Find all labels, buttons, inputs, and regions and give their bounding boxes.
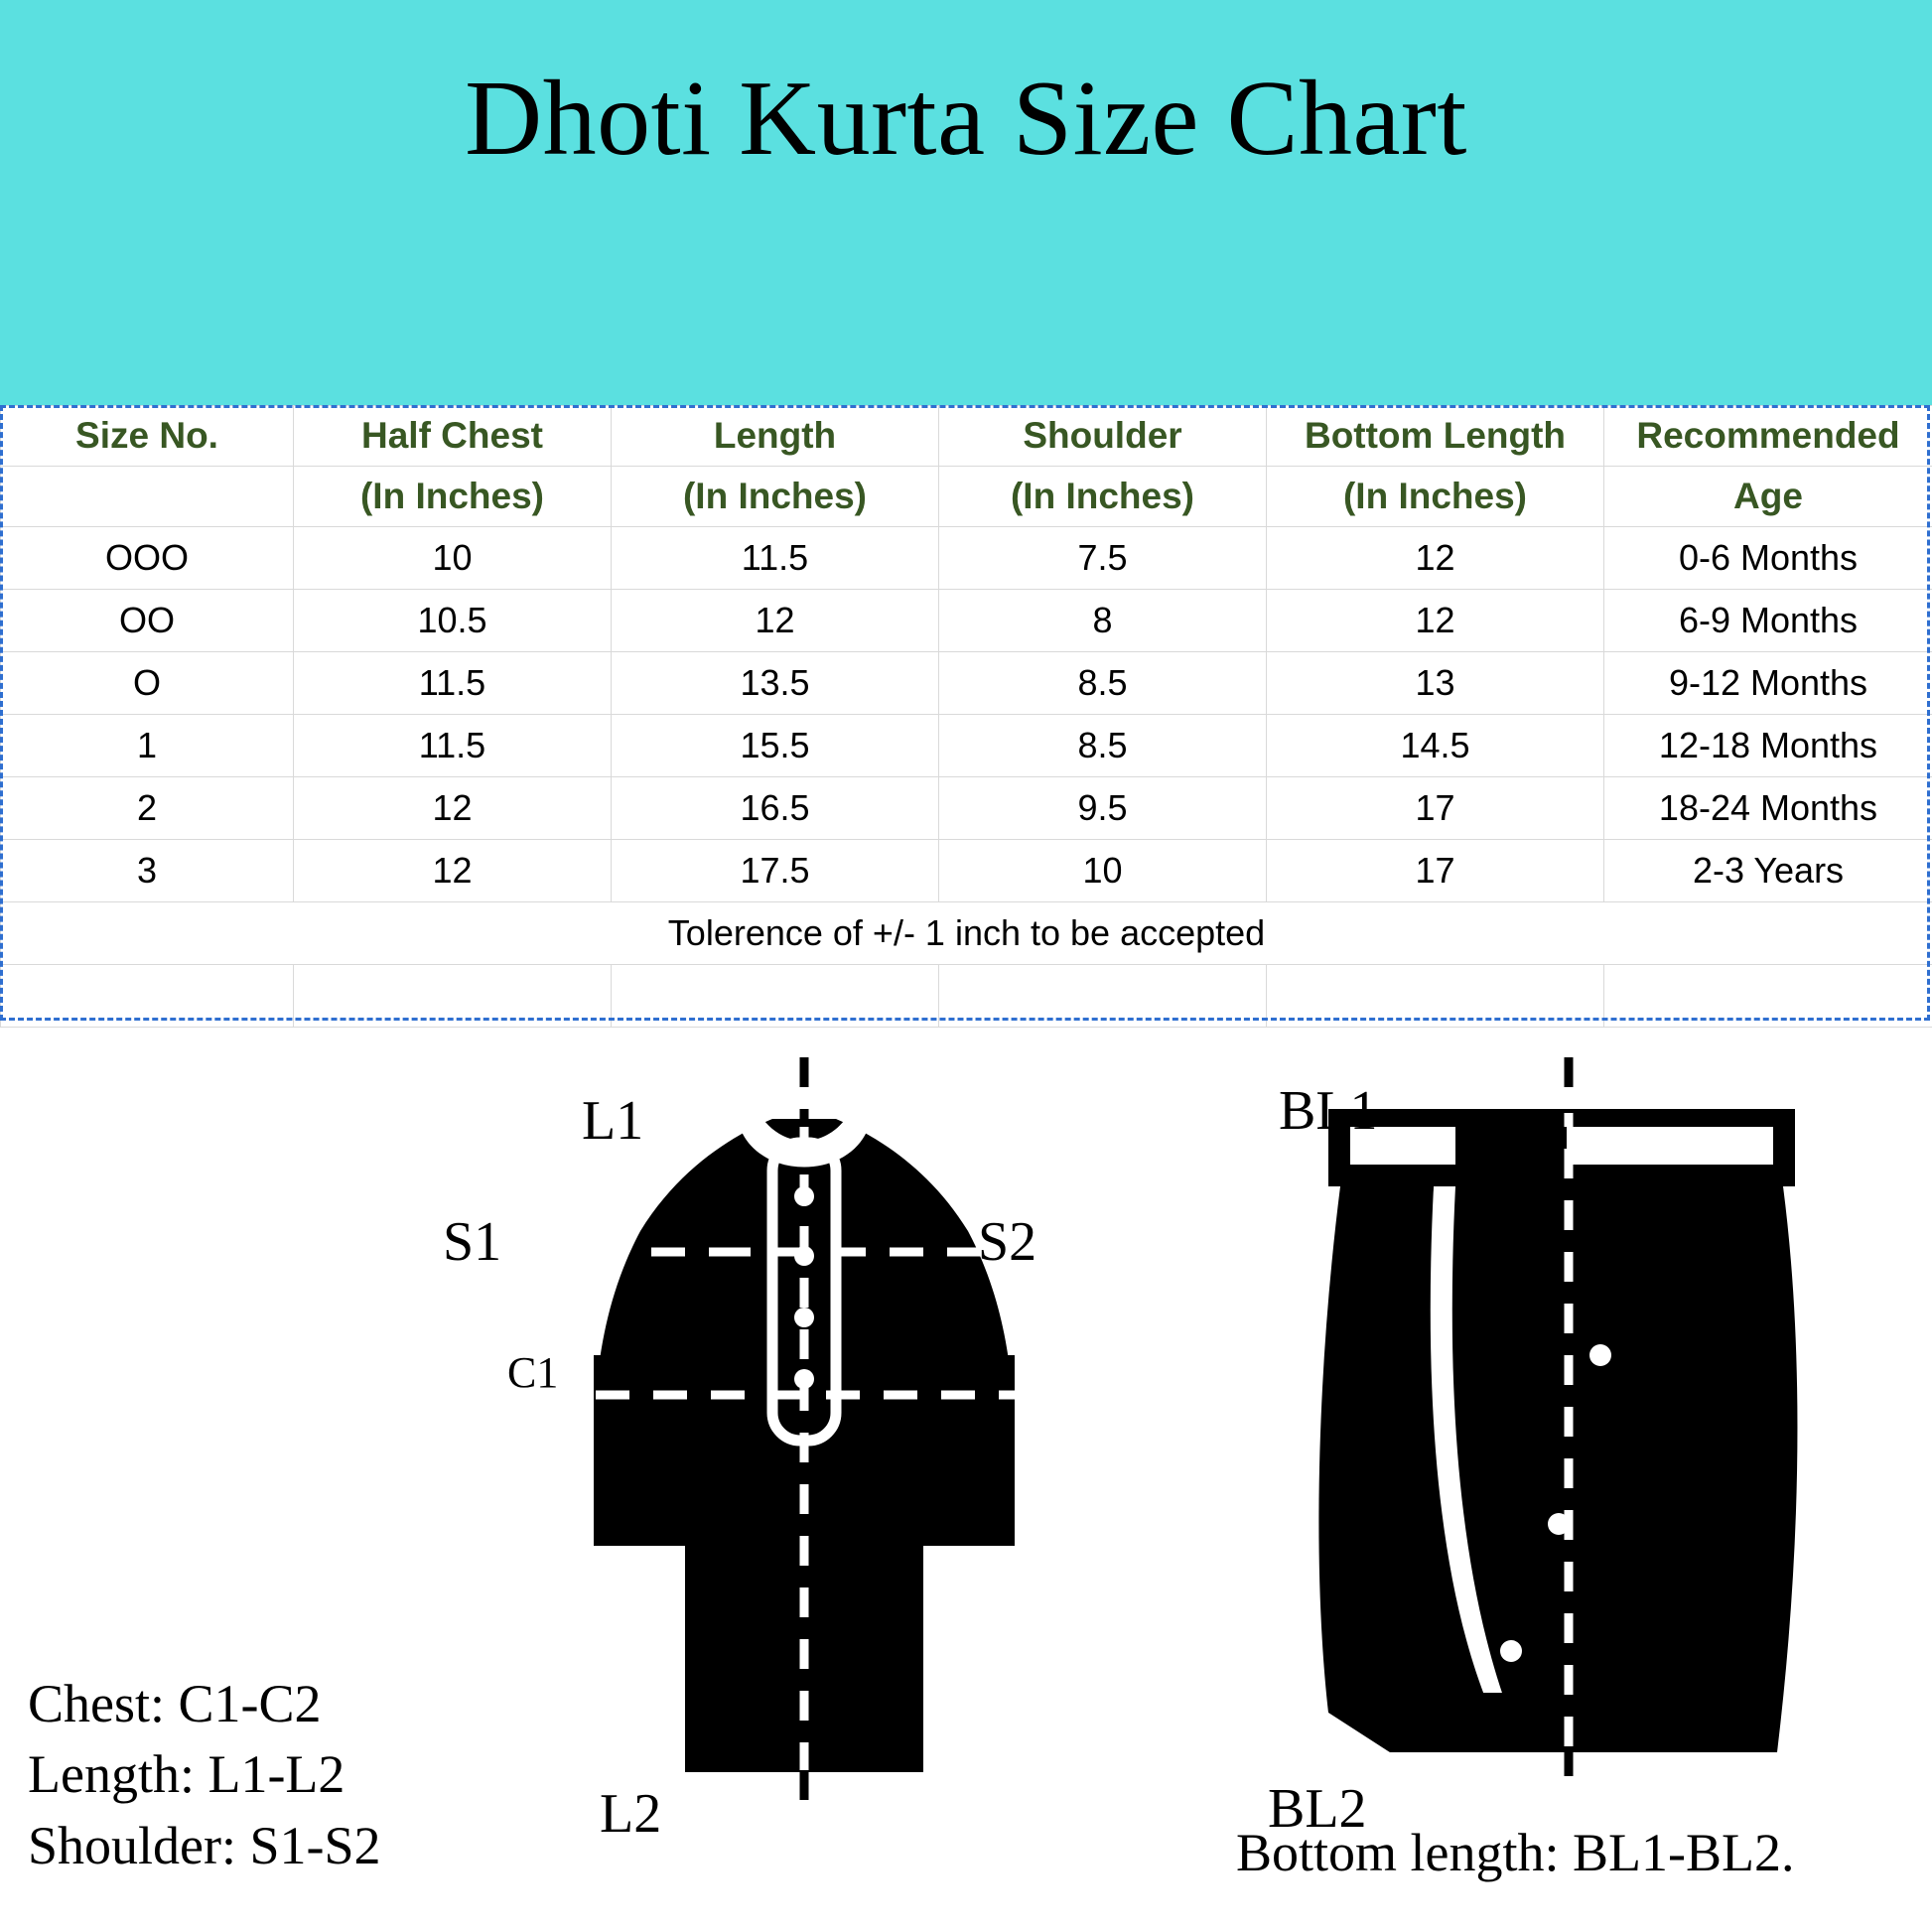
cell-recommended-age: 2-3 Years: [1604, 840, 1932, 902]
legend-chest: Chest: C1-C2: [28, 1674, 322, 1734]
table-row: [1, 527, 1932, 590]
spacer-cell: [294, 965, 612, 1028]
label-kurta-l2: L2: [600, 1783, 662, 1845]
cell-recommended-age: 6-9 Months: [1604, 590, 1932, 652]
legend-shoulder: Shoulder: S1-S2: [28, 1815, 381, 1875]
measurement-diagrams: [0, 1028, 1932, 1891]
dhoti-diagram-icon: [1221, 1057, 1916, 1812]
cell-recommended-age: 9-12 Months: [1604, 652, 1932, 715]
cell-bottom-length: 12: [1267, 590, 1604, 652]
cell-bottom-length: 17: [1267, 777, 1604, 840]
label-kurta-c2: C2: [907, 1348, 959, 1397]
label-dhoti-bl2: BL2: [1268, 1778, 1367, 1840]
column-header-size-no: Size No.: [1, 406, 294, 467]
legend-length: Length: L1-L2: [28, 1744, 345, 1805]
cell-size-no: 2: [1, 777, 294, 840]
cell-half-chest: 12: [294, 777, 612, 840]
table-row: [1, 652, 1932, 715]
column-unit-recommended-age: Age: [1604, 467, 1932, 527]
cell-bottom-length: 13: [1267, 652, 1604, 715]
table-row: [1, 777, 1932, 840]
table-header-row-units: [1, 467, 1932, 527]
cell-size-no: OOO: [1, 527, 294, 590]
column-header-half-chest: Half Chest: [294, 406, 612, 467]
size-chart-table: [0, 405, 1932, 1028]
cell-size-no: 3: [1, 840, 294, 902]
cell-half-chest: 10.5: [294, 590, 612, 652]
cell-bottom-length: 12: [1267, 527, 1604, 590]
cell-shoulder: 8.5: [939, 715, 1267, 777]
label-kurta-l1: L1: [582, 1090, 644, 1152]
spacer-cell: [1604, 965, 1932, 1028]
label-kurta-s1: S1: [443, 1211, 502, 1273]
tolerance-note: Tolerence of +/- 1 inch to be accepted: [1, 902, 1932, 965]
tolerance-row: [1, 902, 1932, 965]
cell-length: 16.5: [612, 777, 939, 840]
label-kurta-c1: C1: [507, 1348, 559, 1397]
cell-recommended-age: 12-18 Months: [1604, 715, 1932, 777]
cell-half-chest: 11.5: [294, 715, 612, 777]
cell-size-no: O: [1, 652, 294, 715]
cell-size-no: 1: [1, 715, 294, 777]
column-unit-bottom-length: (In Inches): [1267, 467, 1604, 527]
column-unit-size-no: [1, 467, 294, 527]
column-header-shoulder: Shoulder: [939, 406, 1267, 467]
cell-half-chest: 11.5: [294, 652, 612, 715]
cell-shoulder: 8: [939, 590, 1267, 652]
spacer-cell: [612, 965, 939, 1028]
table-row: [1, 840, 1932, 902]
cell-bottom-length: 17: [1267, 840, 1604, 902]
column-header-bottom-length: Bottom Length: [1267, 406, 1604, 467]
cell-half-chest: 12: [294, 840, 612, 902]
label-dhoti-bl1: BL1: [1279, 1080, 1378, 1142]
header-banner: [0, 0, 1932, 405]
spacer-cell: [1267, 965, 1604, 1028]
page-title: Dhoti Kurta Size Chart: [465, 60, 1467, 178]
cell-half-chest: 10: [294, 527, 612, 590]
cell-recommended-age: 0-6 Months: [1604, 527, 1932, 590]
size-table-wrapper: [0, 405, 1932, 1028]
label-kurta-s2: S2: [978, 1211, 1037, 1273]
column-unit-shoulder: (In Inches): [939, 467, 1267, 527]
table-row: [1, 590, 1932, 652]
legend-bottom-length: Bottom length: BL1-BL2.: [1236, 1823, 1795, 1882]
table-spacer-row: [1, 965, 1932, 1028]
spacer-cell: [939, 965, 1267, 1028]
column-unit-half-chest: (In Inches): [294, 467, 612, 527]
cell-length: 17.5: [612, 840, 939, 902]
cell-shoulder: 10: [939, 840, 1267, 902]
cell-size-no: OO: [1, 590, 294, 652]
column-header-recommended: Recommended: [1604, 406, 1932, 467]
column-header-length: Length: [612, 406, 939, 467]
cell-shoulder: 9.5: [939, 777, 1267, 840]
table-header-row-primary: [1, 406, 1932, 467]
cell-recommended-age: 18-24 Months: [1604, 777, 1932, 840]
cell-shoulder: 8.5: [939, 652, 1267, 715]
spacer-cell: [1, 965, 294, 1028]
cell-length: 15.5: [612, 715, 939, 777]
table-row: [1, 715, 1932, 777]
cell-length: 11.5: [612, 527, 939, 590]
cell-length: 12: [612, 590, 939, 652]
cell-bottom-length: 14.5: [1267, 715, 1604, 777]
column-unit-length: (In Inches): [612, 467, 939, 527]
kurta-diagram-icon: [427, 1057, 1181, 1812]
cell-length: 13.5: [612, 652, 939, 715]
cell-shoulder: 7.5: [939, 527, 1267, 590]
measurement-legend: [28, 1669, 381, 1881]
